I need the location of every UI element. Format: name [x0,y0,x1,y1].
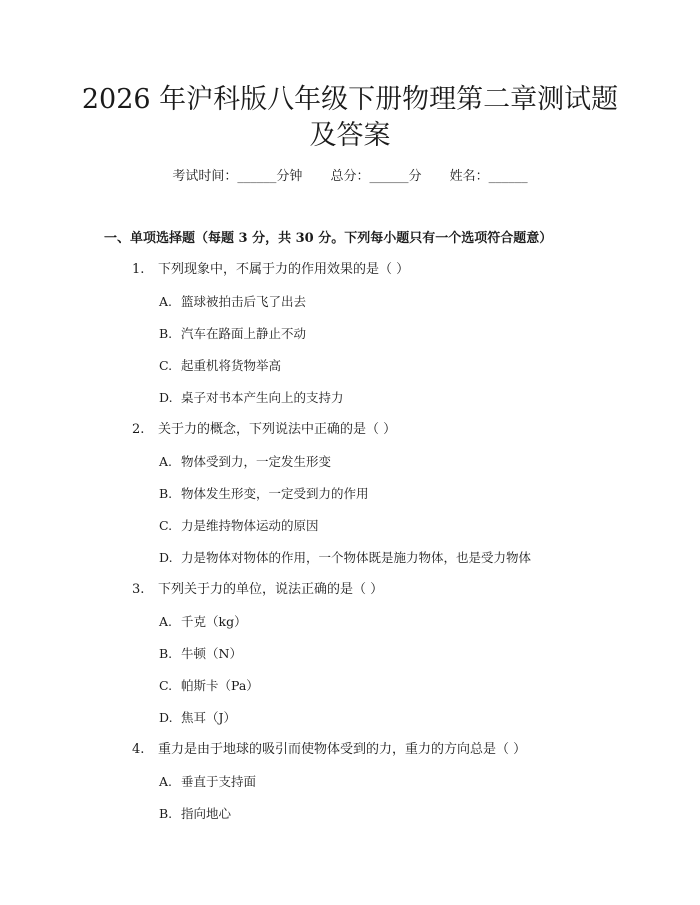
option-letter: A. [159,774,173,789]
option-2b [159,485,369,503]
question-number: 4. [132,742,145,757]
question-text: 关于力的概念，下列说法中正确的是（ ） [158,422,397,437]
option-1c [159,357,281,375]
option-letter: B. [159,806,173,821]
option-2c [159,517,319,535]
option-text: 帕斯卡（Pa） [181,678,259,693]
exam-total-score: 总分：______分 [330,169,422,184]
option-text: 力是维持物体运动的原因 [181,518,319,533]
question-text: 下列关于力的单位，说法正确的是（ ） [158,582,384,597]
option-2d [159,549,531,567]
document-title-line-1: 2026 年沪科版八年级下册物理第二章测试题 [81,84,619,115]
option-text: 物体受到力，一定发生形变 [181,454,332,469]
option-1b [159,325,306,343]
option-letter: A. [159,294,173,309]
option-letter: A. [159,614,173,629]
question-3 [132,581,383,599]
question-4 [132,741,526,759]
option-text: 起重机将货物举高 [181,358,282,373]
option-text: 汽车在路面上静止不动 [181,326,307,341]
option-letter: D. [159,710,173,725]
exam-meta [0,168,700,186]
document-title-line-2: 及答案 [309,120,391,151]
option-text: 篮球被拍击后飞了出去 [181,294,307,309]
option-4b [159,805,231,823]
option-letter: B. [159,326,173,341]
section-heading: 一、单项选择题（每题 3 分，共 30 分。下列每小题只有一个选项符合题意） [104,231,553,246]
option-letter: B. [159,646,173,661]
option-letter: D. [159,390,173,405]
option-text: 千克（kg） [181,614,247,629]
option-3b [159,645,242,663]
option-letter: D. [159,550,173,565]
option-4a [159,773,256,791]
option-letter: A. [159,454,173,469]
option-3c [159,677,259,695]
option-2a [159,453,331,471]
question-1 [132,261,409,279]
option-letter: C. [159,358,173,373]
option-3d [159,709,236,727]
option-text: 桌子对书本产生向上的支持力 [181,390,344,405]
option-letter: B. [159,486,173,501]
option-text: 牛顿（N） [181,646,242,661]
question-text: 下列现象中，不属于力的作用效果的是（ ） [158,262,410,277]
option-3a [159,613,247,631]
option-1a [159,293,306,311]
question-number: 2. [132,422,145,437]
option-1d [159,389,344,407]
question-text: 重力是由于地球的吸引而使物体受到的力，重力的方向总是（ ） [158,742,527,757]
option-text: 焦耳（J） [181,710,237,725]
option-text: 物体发生形变，一定受到力的作用 [181,486,369,501]
question-number: 3. [132,582,145,597]
question-number: 1. [132,262,145,277]
exam-time: 考试时间：______分钟 [172,169,303,184]
option-text: 垂直于支持面 [181,774,257,789]
option-text: 指向地心 [181,806,232,821]
option-text: 力是物体对物体的作用，一个物体既是施力物体，也是受力物体 [181,550,532,565]
option-letter: C. [159,518,173,533]
option-letter: C. [159,678,173,693]
student-name: 姓名：______ [449,169,528,184]
question-2 [132,421,396,439]
